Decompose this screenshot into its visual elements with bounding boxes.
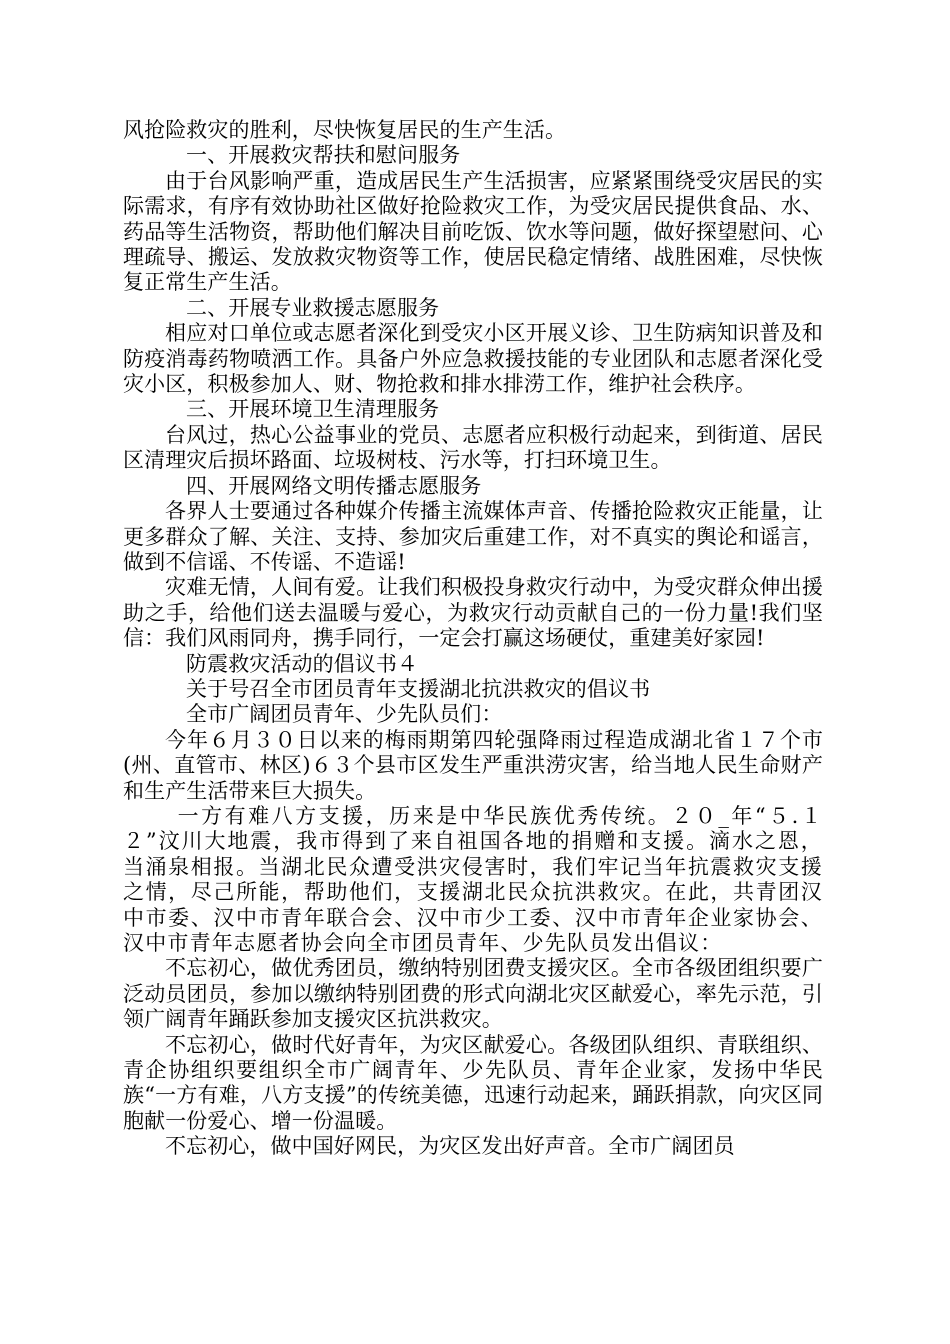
paragraph: 一方有难八方支援，历来是中华民族优秀传统。２０_年“５.１２”汶川大地震，我市得到了来自祖国各地的捐赠和支援。滴水之恩，当涌泉相报。当湖北民众遭受洪灾侵害时，我们牢记当年抗震救灾支援之情，尽己所能，帮助他们，支援湖北民众抗洪救灾。在此，共青团汉中市委、汉中市青年联合会、汉中市少工委、汉中市青年企业家协会、汉中市青年志愿者协会向全市团员青年、少先队员发出倡议： [123, 803, 823, 955]
letter-salutation: 全市广阔团员青年、少先队员们： [186, 702, 503, 727]
paragraph: 由于台风影响严重，造成居民生产生活损害，应紧紧围绕受灾居民的实际需求，有序有效协助社区做好抢险救灾工作，为受灾居民提供食品、水、药品等生活物资，帮助他们解决目前吃饭、饮水等问题，做好探望慰问、心理疏导、搬运、发放救灾物资等工作，使居民稳定情绪、战胜困难，尽快恢复正常生产生活。 [123, 168, 823, 295]
paragraph: 不忘初心，做中国好网民，为灾区发出好声音。全市广阔团员 [165, 1134, 735, 1159]
paragraph: 今年６月３０日以来的梅雨期第四轮强降雨过程造成湖北省１７个市(州、直管市、林区)６３个县市区发生严重洪涝灾害，给当地人民生命财产和生产生活带来巨大损失。 [123, 727, 823, 803]
document-section-title: 防震救灾活动的倡议书４ [186, 651, 419, 676]
section-heading-4: 四、开展网络文明传播志愿服务 [186, 473, 482, 498]
paragraph: 灾难无情，人间有爱。让我们积极投身救灾行动中，为受灾群众伸出援助之手，给他们送去温暖与爱心，为救灾行动贡献自己的一份力量!我们坚信：我们风雨同舟，携手同行，一定会打赢这场硬仗，重建美好家园! [123, 575, 823, 651]
paragraph-continuation: 风抢险救灾的胜利，尽快恢复居民的生产生活。 [123, 118, 567, 142]
letter-title: 关于号召全市团员青年支援湖北抗洪救灾的倡议书 [186, 676, 651, 701]
section-heading-2: 二、开展专业救援志愿服务 [186, 295, 440, 320]
section-heading-3: 三、开展环境卫生清理服务 [186, 397, 440, 422]
section-heading-1: 一、开展救灾帮扶和慰问服务 [186, 143, 461, 168]
paragraph: 不忘初心，做时代好青年，为灾区献爱心。各级团队组织、青联组织、青企协组织要组织全市广阔青年、少先队员、青年企业家，发扬中华民族“一方有难，八方支援”的传统美德，迅速行动起来，踊跃捐款，向灾区同胞献一份爱心、增一份温暖。 [123, 1032, 823, 1133]
paragraph: 不忘初心，做优秀团员，缴纳特别团费支援灾区。全市各级团组织要广泛动员团员，参加以缴纳特别团费的形式向湖北灾区献爱心，率先示范，引领广阔青年踊跃参加支援灾区抗洪救灾。 [123, 956, 823, 1032]
document-body [123, 118, 823, 1160]
paragraph: 各界人士要通过各种媒介传播主流媒体声音、传播抢险救灾正能量，让更多群众了解、关注、支持、参加灾后重建工作，对不真实的舆论和谣言，做到不信谣、不传谣、不造谣! [123, 499, 823, 574]
paragraph: 相应对口单位或志愿者深化到受灾小区开展义诊、卫生防病知识普及和防疫消毒药物喷洒工作。具备户外应急救援技能的专业团队和志愿者深化受灾小区，积极参加人、财、物抢救和排水排涝工作，维护社会秩序。 [123, 321, 823, 397]
paragraph: 台风过，热心公益事业的党员、志愿者应积极行动起来，到街道、居民区清理灾后损坏路面、垃圾树枝、污水等，打扫环境卫生。 [123, 422, 823, 473]
